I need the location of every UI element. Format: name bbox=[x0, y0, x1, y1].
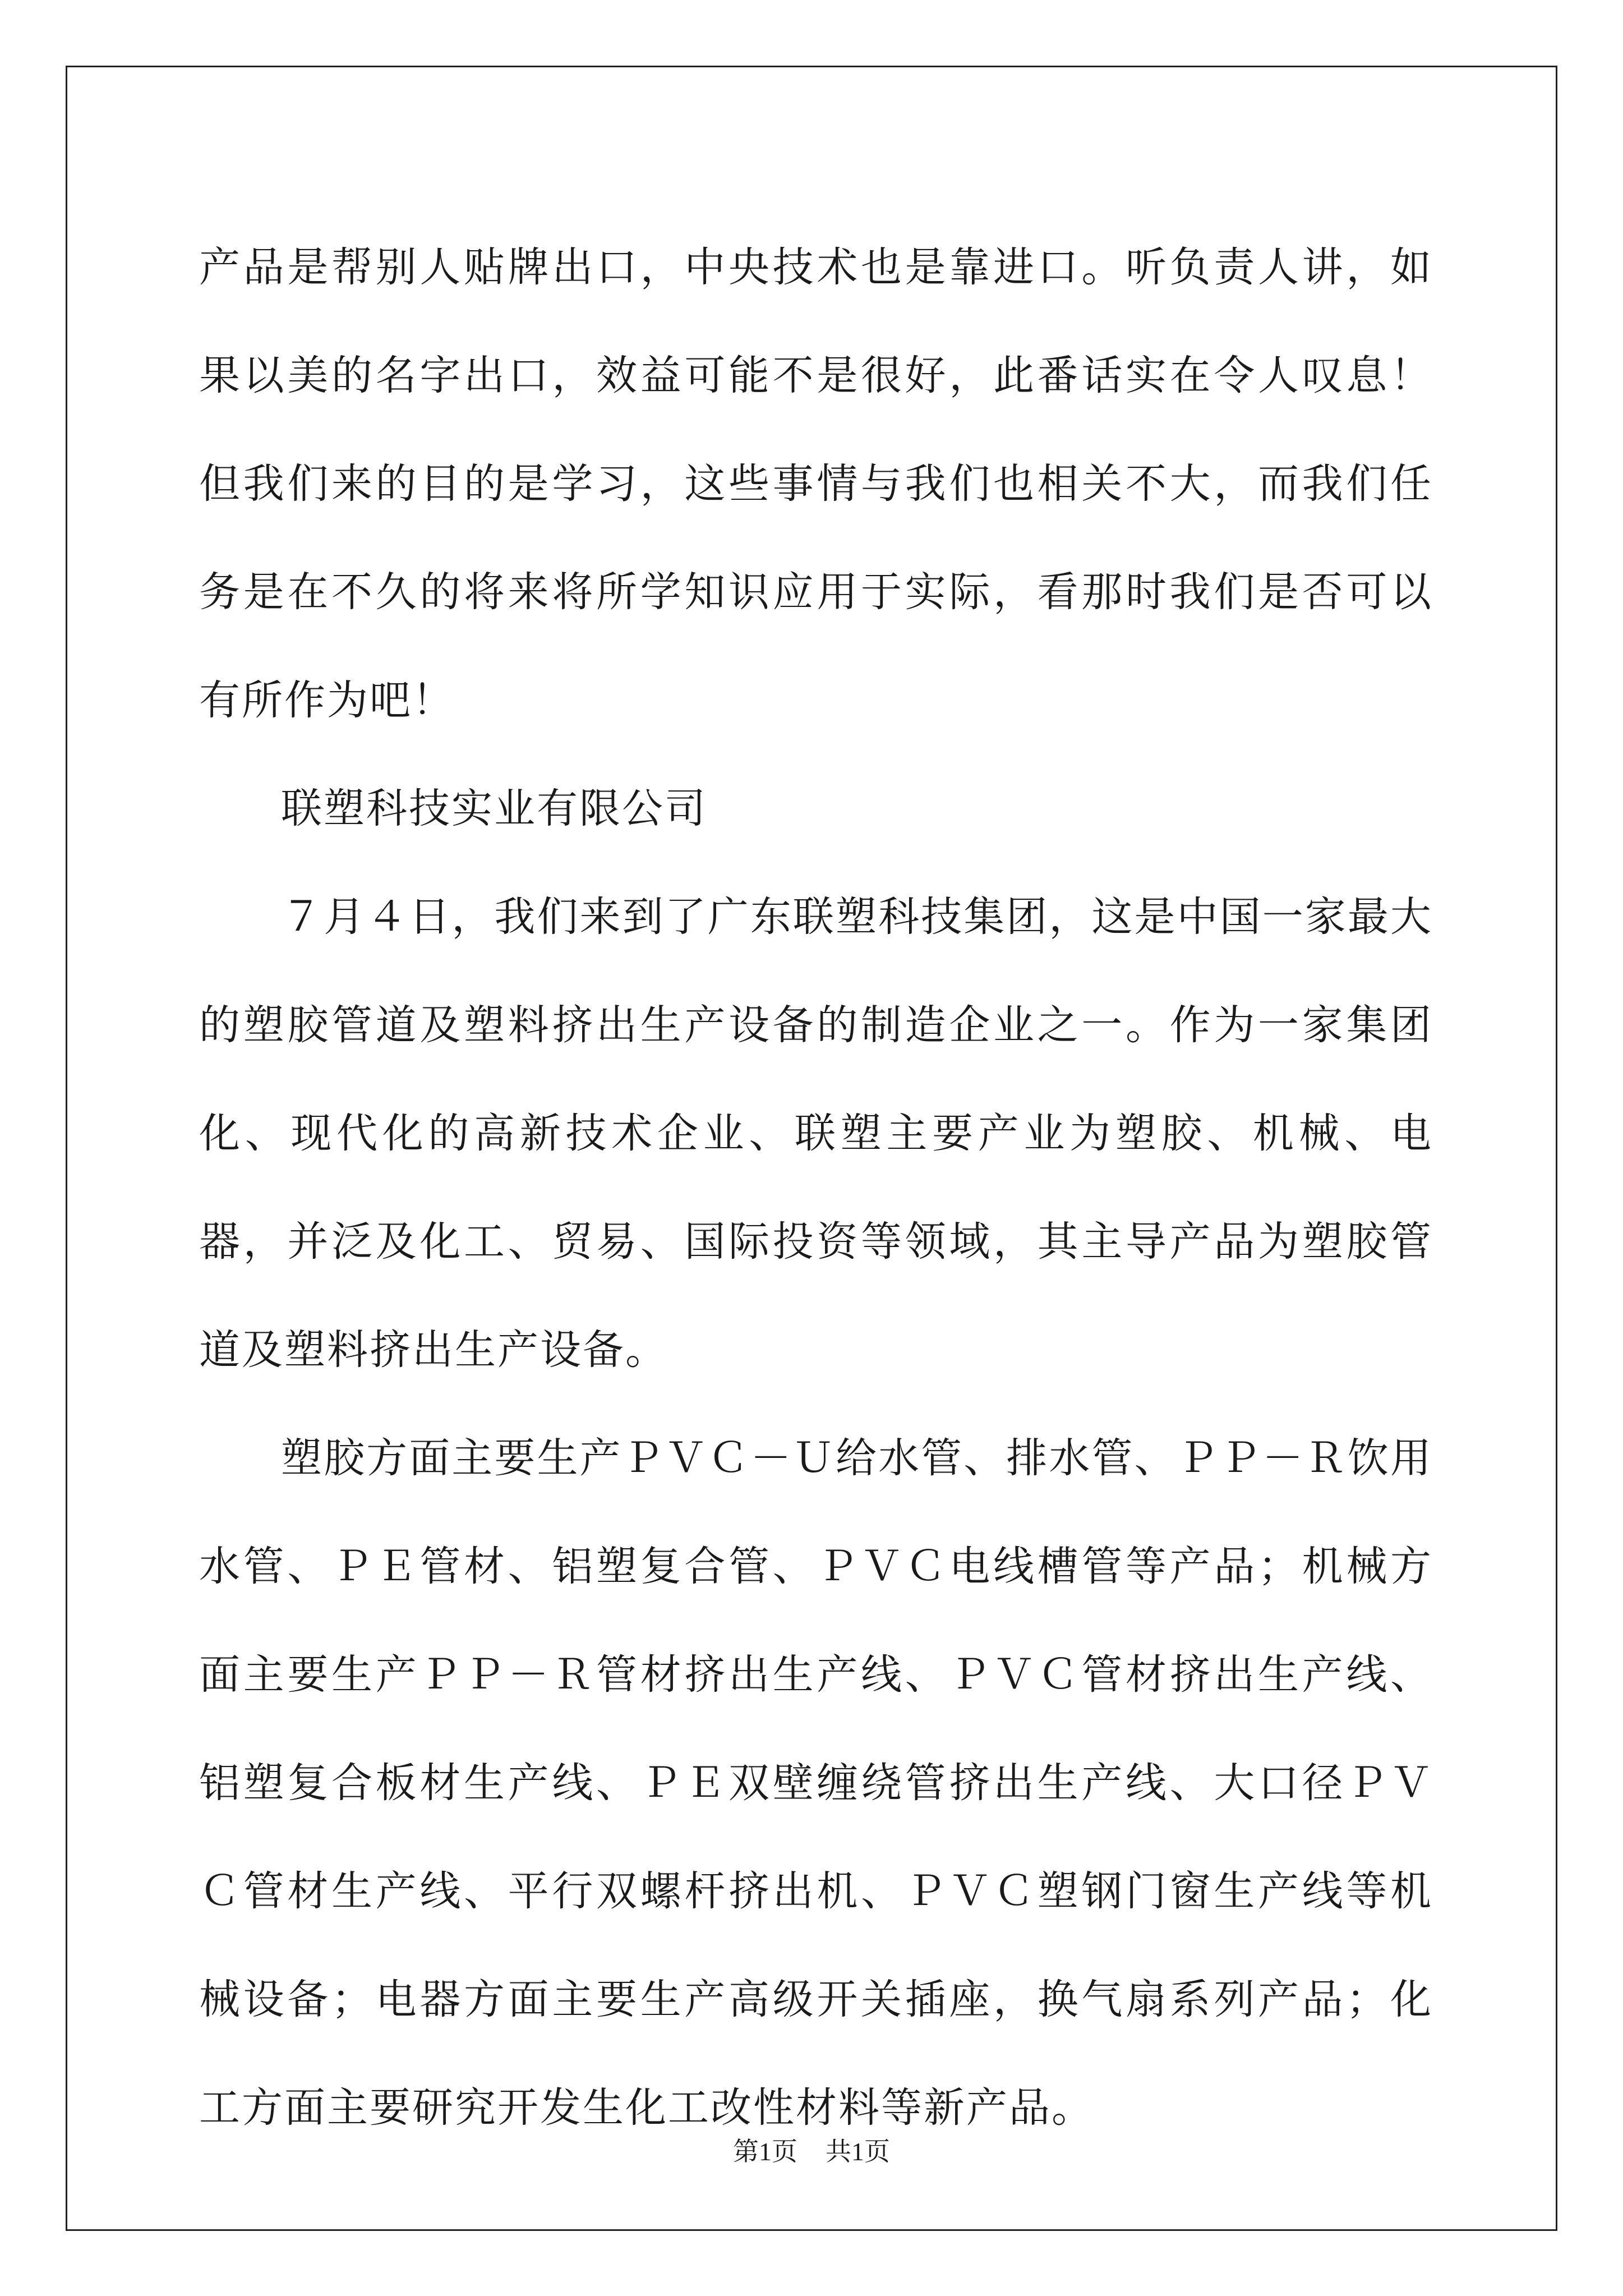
page-footer bbox=[0, 2135, 1623, 2169]
paragraph-company-intro: ７月４日，我们来到了广东联塑科技集团，这是中国一家最大的塑胶管道及塑料挤出生产设备的制造企业之一。作为一家集团化、现代化的高新技术企业、联塑主要产业为塑胶、机械、电器，并泛及化工、贸易、国际投资等领域，其主导产品为塑胶管道及塑料挤出生产设备。 bbox=[199, 893, 1433, 1374]
page-number: 第1页 bbox=[733, 2137, 797, 2166]
paragraph-products: 塑胶方面主要生产ＰＶＣ－Ｕ给水管、排水管、ＰＰ－Ｒ饮用水管、ＰＥ管材、铝塑复合管、ＰＶＣ电线槽管等产品；机械方面主要生产ＰＰ－Ｒ管材挤出生产线、ＰＶＣ管材挤出生产线、铝塑复合板材生产线、ＰＥ双壁缠绕管挤出生产线、大口径ＰＶＣ管材生产线、平行双螺杆挤出机、ＰＶＣ塑钢门窗生产线等机械设备；电器方面主要生产高级开关插座，换气扇系列产品；化工方面主要研究开发生化工改性材料等新产品。 bbox=[199, 1434, 1433, 2132]
section-heading: 联塑科技实业有限公司 bbox=[281, 785, 707, 832]
document-body bbox=[199, 213, 1433, 2162]
page-total: 共1页 bbox=[826, 2137, 890, 2166]
paragraph-continuation: 产品是帮别人贴牌出口，中央技术也是靠进口。听负责人讲，如果以美的名字出口，效益可能不是很好，此番话实在令人叹息！但我们来的目的是学习，这些事情与我们也相关不大，而我们任务是在不久的将来将所学知识应用于实际，看那时我们是否可以有所作为吧！ bbox=[199, 243, 1433, 724]
